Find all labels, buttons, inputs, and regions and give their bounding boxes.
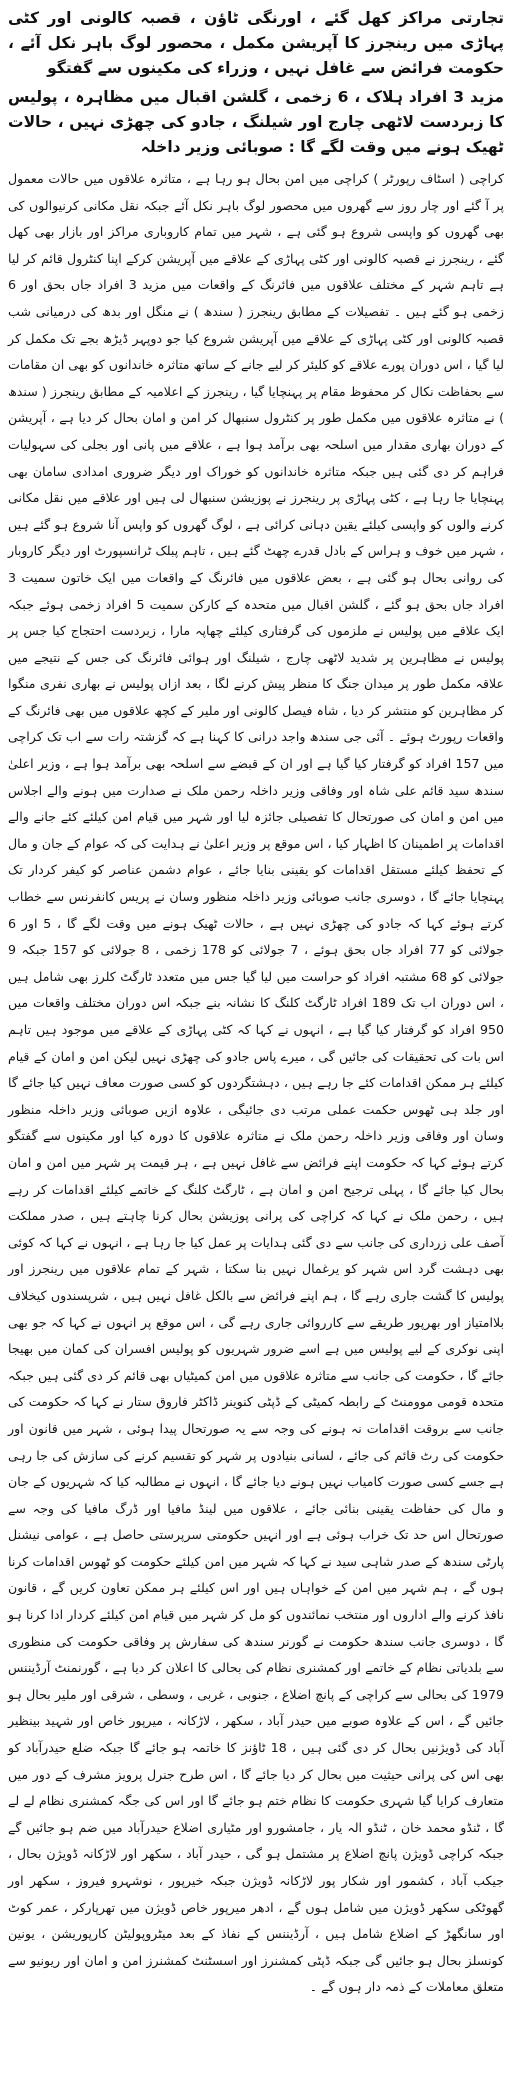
- article-body: [8, 166, 504, 2001]
- main-headline: تجارتی مراکز کھل گئے ، اورنگی ٹاؤن ، قصبہ کالونی اور کٹی پہاڑی میں رینجرز کا آپریشن مکمل ، محصور لوگ باہر نکل آئے ، حکومت فرائض سے غافل نہیں ، وزراء کی مکینوں سے گفتگو: [8, 9, 504, 77]
- sub-headline: مزید 3 افراد ہلاک ، 6 زخمی ، گلشن اقبال میں مظاہرہ ، پولیس کا زبردست لاٹھی چارج اور شیلنگ ، جادو کی چھڑی نہیں ، حالات ٹھیک ہونے میں وقت لگے گا : صوبائی وزیر داخلہ: [8, 88, 504, 156]
- article-paragraph: کراچی ( اسٹاف رپورٹر ) کراچی میں امن بحال ہو رہا ہے ، متاثرہ علاقوں میں حالات معمول پر آ گئے اور چار روز سے گھروں میں محصور لوگ باہر نکل آئے جبکہ نقل مکانی کرنیوالوں کی بھی گھروں کو واپسی شروع ہو گئی ہے ، شہر میں تمام کاروباری مراکز اور بازار بھی کھل گئے ، رینجرز نے قصبہ کالونی اور کٹی پہاڑی کے علاقے میں آپریشن کرکے اپنا کنٹرول قائم کر لیا ہے تاہم شہر کے مختلف علاقوں میں فائرنگ کے واقعات میں مزید 3 افراد جاں بحق اور 6 زخمی ہو گئے ہیں ۔ تفصیلات کے مطابق رینجرز ( سندھ ) نے منگل اور بدھ کی درمیانی شب قصبہ کالونی اور کٹی پہاڑی کے علاقے میں آپریشن شروع کیا جو دوپہر ڈیڑھ بجے تک مکمل کر لیا گیا ، اس دوران پورے علاقے کو کلیئر کر لیے جانے کے ساتھ متاثرہ خاندانوں کو بھی ان مقامات سے بحفاظت نکال کر محفوظ مقام پر پہنچایا گیا ، رینجرز کے اعلامیہ کے مطابق رینجرز ( سندھ ) نے متاثرہ علاقوں میں مکمل طور پر کنٹرول سنبھال کر امن و امان بحال کر دیا ہے ، آپریشن کے دوران بھاری مقدار میں اسلحہ بھی برآمد ہوا ہے ، علاقے میں پانی اور بجلی کی سہولیات فراہم کر دی گئی ہیں جبکہ متاثرہ خاندانوں کو خوراک اور دیگر ضروری امدادی سامان بھی پہنچایا جا رہا ہے ، کٹی پہاڑی پر رینجرز نے پوزیشن سنبھال لی ہیں اور علاقے میں نقل مکانی کرنے والوں کو واپسی کیلئے یقین دہانی کرائی ہے ، لوگ گھروں کو واپس آنا شروع ہو گئے ہیں ، شہر میں خوف و ہراس کے بادل قدرے چھٹ گئے ہیں ، تاہم پبلک ٹرانسپورٹ اور دیگر کاروبار کی روانی بحال ہو گئی ہے ، بعض علاقوں میں فائرنگ کے واقعات میں ایک خاتون سمیت 3 افراد جاں بحق ہو گئے ، گلشن اقبال میں متحدہ کے کارکن سمیت 5 افراد زخمی ہوئے جبکہ ایک علاقے میں پولیس نے ملزموں کی گرفتاری کیلئے چھاپہ مارا ، زبردست احتجاج کیا جس پر پولیس نے مظاہرین پر شدید لاٹھی چارج ، شیلنگ اور ہوائی فائرنگ کی جس کے نتیجے میں علاقہ مکمل طور پر میدان جنگ کا منظر پیش کرنے لگا ، بعد ازاں پولیس نے بھاری نفری منگوا کر مظاہرین کو منتشر کر دیا ، شاہ فیصل کالونی اور ملیر کے کچھ علاقوں میں بھی فائرنگ کے واقعات رپورٹ ہوئے ۔ آئی جی سندھ واجد درانی کا کہنا ہے کہ گزشتہ رات سے اب تک کراچی میں 157 افراد کو گرفتار کیا گیا ہے اور ان کے قبضے سے اسلحہ بھی برآمد ہوا ہے ، وزیر اعلیٰ سندھ سید قائم علی شاہ اور وفاقی وزیر داخلہ رحمن ملک نے صدارت میں ہونے والے اجلاس میں امن و امان کی صورتحال کا تفصیلی جائزہ لیا اور شہر میں قیام امن کیلئے کئے جانے والے اقدامات پر اطمینان کا اظہار کیا ، اس موقع پر وزیر اعلیٰ نے ہدایت کی کہ عوام کے جان و مال کے تحفظ کیلئے مستقل اقدامات کو یقینی بنایا جائے ، عوام دشمن عناصر کو کیفر کردار تک پہنچایا جائے گا ، دوسری جانب صوبائی وزیر داخلہ منظور وسان نے پریس کانفرنس سے خطاب کرتے ہوئے کہا کہ جادو کی چھڑی نہیں ہے ، حالات ٹھیک ہونے میں وقت لگے گا ، 5 اور 6 جولائی کو 77 افراد جاں بحق ہوئے ، 7 جولائی کو 178 زخمی ، 8 جولائی کو 157 جبکہ 9 جولائی کو 68 مشتبہ افراد کو حراست میں لیا گیا جس میں متعدد ٹارگٹ کلرز بھی شامل ہیں ، اس دوران اب تک 189 افراد ٹارگٹ کلنگ کا نشانہ بنے جبکہ اس دوران مختلف واقعات میں 950 افراد کو گرفتار کیا گیا ہے ، انہوں نے کہا کہ کٹی پہاڑی کے علاقے میں موجود ہیں تاہم اس بات کی تحقیقات کی جائیں گی ، میرے پاس جادو کی چھڑی نہیں لیکن امن و امان کے قیام کیلئے ہر ممکن اقدامات کئے جا رہے ہیں ، دہشتگردوں کو کسی صورت معاف نہیں کیا جائے گا اور جلد ہی ٹھوس حکمت عملی مرتب دی جائیگی ، علاوہ ازیں صوبائی وزیر داخلہ منظور وسان اور وفاقی وزیر داخلہ رحمن ملک نے متاثرہ علاقوں کا دورہ کیا اور مکینوں سے گفتگو کرتے ہوئے کہا کہ حکومت اپنے فرائض سے غافل نہیں ہے ، ہر قیمت پر شہر میں امن و امان بحال کیا جائے گا ، پہلی ترجیح امن و امان ہے ، ٹارگٹ کلنگ کے خاتمے کیلئے اقدامات کر رہے ہیں ، رحمن ملک نے کہا کہ کراچی کی پرانی پوزیشن بحال کرنا چاہتے ہیں ، صدر مملکت آصف علی زرداری کی جانب سے دی گئی ہدایات پر عمل کیا جا رہا ہے ، انہوں نے کہا کہ کوئی بھی دہشت گرد اس شہر کو یرغمال نہیں بنا سکتا ، شہر کے تمام علاقوں میں رینجرز اور پولیس کا گشت جاری رہے گا ، ہم اپنے فرائض سے بالکل غافل نہیں ہیں ، شرپسندوں کیخلاف بلاامتیاز اور بھرپور طریقے سے کارروائی جاری رہے گی ، اس موقع پر انہوں نے کہا کہ جو بھی اپنی نوکری کے لیے پولیس میں ہے اسے ضرور شہریوں کو پولیس افسران کی کمان میں بھیجا جائے گا ، حکومت کی جانب سے متاثرہ علاقوں میں امن کمیٹیاں بھی قائم کر دی گئی ہیں جبکہ متحدہ قومی موومنٹ کے رابطہ کمیٹی کے ڈپٹی کنوینر ڈاکٹر فاروق ستار نے کہا کہ حکومت کی جانب سے بروقت اقدامات نہ ہونے کی وجہ سے یہ صورتحال پیدا ہوئی ، شہر میں قانون اور حکومت کی رٹ قائم کی جائے ، لسانی بنیادوں پر شہر کو تقسیم کرنے کی سازش کی جا رہی ہے جسے کسی صورت کامیاب نہیں ہونے دیا جائے گا ، انہوں نے مطالبہ کیا کہ شہریوں کے جان و مال کی حفاظت یقینی بنائی جائے ، علاقوں میں لینڈ مافیا اور ڈرگ مافیا کی وجہ سے صورتحال اس حد تک خراب ہوئی ہے اور انہیں حکومتی سرپرستی حاصل ہے ، عوامی نیشنل پارٹی سندھ کے صدر شاہی سید نے کہا کہ شہر میں امن کیلئے حکومت کو ٹھوس اقدامات کرنا ہوں گے ، ہم شہر میں امن کے خواہاں ہیں اور اس کیلئے ہر ممکن تعاون کریں گے ، قانون نافذ کرنے والے اداروں اور منتخب نمائندوں کو مل کر شہر میں قیام امن کیلئے کردار ادا کرنا ہو گا ، دوسری جانب سندھ حکومت نے گورنر سندھ کی سفارش پر وفاقی حکومت کی منظوری سے بلدیاتی نظام کے خاتمے اور کمشنری نظام کی بحالی کا اعلان کر دیا ہے ، گورنمنٹ آرڈیننس 1979 کی بحالی سے کراچی کے پانچ اضلاع ، جنوبی ، غربی ، وسطی ، شرقی اور ملیر بحال ہو جائیں گے ، اس کے علاوہ صوبے میں حیدر آباد ، سکھر ، لاڑکانہ ، میرپور خاص اور شہید بینظیر آباد کی ڈویژنیں بحال کر دی گئی ہیں ، 18 ٹاؤنز کا خاتمہ ہو جائے گا جبکہ ضلع حیدرآباد کو بھی اس کی پرانی حیثیت میں بحال کر دیا جائے گا ، اس طرح جنرل پرویز مشرف کے دور میں متعارف کرایا گیا شہری حکومت کا نظام ختم ہو جائے گا اور اس کی جگہ کمشنری نظام لے لے گا ، ٹنڈو محمد خان ، ٹنڈو الہ یار ، جامشورو اور مٹیاری اضلاع حیدرآباد میں ضم ہو جائیں گے جبکہ کراچی ڈویژن پانچ اضلاع پر مشتمل ہو گی ، حیدر آباد ، سکھر اور لاڑکانہ ڈویژن بحال ، جیکب آباد ، کشمور اور شکار پور لاڑکانہ ڈویژن جبکہ خیرپور ، نوشہرو فیروز ، سکھر اور گھوٹکی سکھر ڈویژن میں شامل ہوں گے ، ادھر میرپور خاص ڈویژن میں تھرپارکر ، عمر کوٹ اور سانگھڑ کے اضلاع شامل ہیں ، آرڈیننس کے نفاذ کے بعد میٹروپولیٹن کارپوریشن ، یونین کونسلز بحال ہو جائیں گی جبکہ ڈپٹی کمشنرز اور اسسٹنٹ کمشنرز امن و امان اور ریونیو سے متعلق معاملات کے ذمہ دار ہوں گے ۔: [8, 171, 505, 1995]
